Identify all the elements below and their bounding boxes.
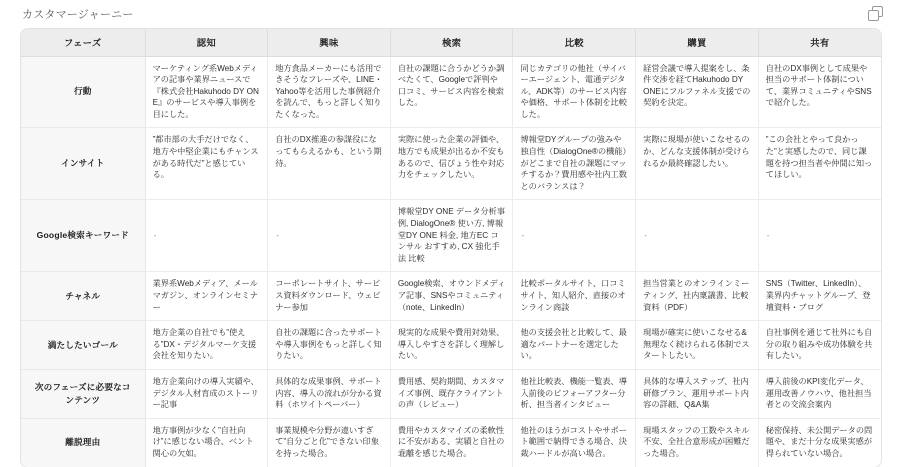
row-header-channel: チャネル	[21, 272, 145, 321]
table-row	[21, 369, 881, 418]
cell-churn-interest: 事業規模や分野が違いすぎて”自分ごと化”できない印象を持った場合。	[268, 418, 391, 466]
cell-churn-share: 秘密保持、未公開データの問題や、まだ十分な成果実感が得られていない場合。	[765, 425, 873, 458]
page-title: カスタマージャーニー	[22, 9, 134, 21]
customer-journey-table-wrapper	[20, 28, 882, 467]
cell-insight-interest: 自社のDX推進の参謀役になってもらえるかも、という期待。	[268, 128, 391, 200]
cell-keywords-comparison: -	[513, 200, 636, 272]
cell-insight-purchase: 実際に現場が使いこなせるのか、どんな支援体制が受けられるか最終確認したい。	[636, 128, 759, 200]
column-header-search: 検索	[390, 29, 513, 56]
cell-churn-search: 費用やカスタマイズの柔軟性に不安がある、実績と自社の乖離を感じた場合。	[390, 418, 513, 466]
column-header-comparison: 比較	[513, 29, 636, 56]
cell-keywords-share: -	[758, 200, 881, 272]
cell-channel-awareness: 業界系Webメディア、メールマガジン、オンラインセミナー	[145, 272, 268, 321]
cell-goal-search: 現実的な成果や費用対効果、導入しやすさを詳しく理解したい。	[390, 321, 513, 370]
cell-content-search: 費用感、契約期間、カスタマイズ事例、既存クライアントの声（レビュー）	[390, 369, 513, 418]
cell-behavior-purchase: 経営会議で導入提案をし、条件交渉を経てHakuhodo DY ONEにフルファネル支援での契約を決定。	[636, 56, 759, 128]
table-row	[21, 56, 881, 128]
table-row	[21, 321, 881, 370]
cell-insight-search: 実際に使った企業の評価や、地方でも成果が出るか不安もあるので、信ぴょう性や対応力をチェックしたい。	[390, 128, 513, 200]
cell-churn-awareness: 地方事例が少なく”自社向け”に感じない場合、ベント関心の欠如。	[145, 418, 268, 466]
column-header-phase: フェーズ	[21, 29, 145, 56]
cell-content-share: 導入前後のKPI変化データ、運用改善ノウハウ、他社担当者との交流会案内	[758, 369, 881, 418]
cell-insight-awareness: ”都市部の大手だけでなく、地方や中堅企業にもチャンスがある時代だ”と感じている。	[145, 128, 268, 200]
customer-journey-table	[21, 29, 881, 467]
cell-keywords-interest: -	[268, 200, 391, 272]
table-header	[21, 29, 881, 56]
cell-behavior-search: 自社の課題に合うかどうか調べたくて、Googleで評判や口コミ、サービス内容を検索した。	[390, 56, 513, 128]
cell-channel-purchase: 担当営業とのオンラインミーティング、社内稟議書、比較資料（PDF）	[636, 272, 759, 321]
row-header-churn-reason: 離脱理由	[21, 418, 145, 466]
cell-goal-purchase: 現場が確実に使いこなせる&無理なく続けられる体制でスタートしたい。	[636, 321, 759, 370]
cell-content-interest: 具体的な成果事例、サポート内容、導入の流れが分かる資料（ホワイトペーパー）	[268, 369, 391, 418]
cell-churn-comparison: 他社のほうがコストやサポート範囲で納得できる場合、決裁ハードルが高い場合。	[513, 418, 636, 466]
row-header-next-phase-content: 次のフェーズに必要なコンテンツ	[21, 369, 145, 418]
cell-churn-purchase: 現場スタッフの工数やスキル不安、全社合意形成が困難だった場合。	[636, 418, 759, 466]
row-header-google-keywords: Google検索キーワード	[21, 200, 145, 272]
cell-insight-share: ”この会社とやって良かった”と実感したので、同じ課題を持つ担当者や仲間に知ってほしい。	[758, 128, 881, 200]
copy-icon[interactable]	[868, 6, 884, 22]
cell-insight-comparison: 博報堂DYグループの強みや独自性（DialogOne®の機能）がどこまで自社の課題にマッチするか？費用感や社内工数とのバランスは？	[513, 128, 636, 200]
cell-channel-share: SNS（Twitter、LinkedIn）、業界内チャットグループ、登壇資料・ブログ	[758, 272, 881, 321]
cell-channel-interest: コーポレートサイト、サービス資料ダウンロード、ウェビナー参加	[268, 272, 391, 321]
row-header-insight: インサイト	[21, 128, 145, 200]
cell-channel-comparison: 比較ポータルサイト、口コミサイト、知人紹介、直接のオンライン商談	[513, 272, 636, 321]
table-row	[21, 128, 881, 200]
cell-content-purchase: 具体的な導入ステップ、社内研修プラン、運用サポート内容の詳細、Q&A集	[636, 369, 759, 418]
cell-goal-interest: 自社の課題に合ったサポートや導入事例をもっと詳しく知りたい。	[268, 321, 391, 370]
page-topbar	[0, 0, 902, 28]
cell-behavior-interest: 地方食品メーカーにも活用できそうなフレーズや、LINE・Yahoo等を活用した事例紹介を読んで、もっと詳しく知りたくなった。	[268, 56, 391, 128]
copy-icon-front-square	[868, 10, 879, 21]
cell-goal-awareness: 地方企業の自社でも”使える”DX・デジタルマーケ支援会社を知りたい。	[145, 321, 268, 370]
table-header-row	[21, 29, 881, 56]
cell-keywords-search: 博報堂DY ONE データ分析事例, DialogOne® 使い方, 博報堂DY ONE 料金, 地方EC コンサル おすすめ, CX 強化手法 比較	[390, 200, 513, 272]
column-header-interest: 興味	[268, 29, 391, 56]
table-row	[21, 418, 881, 466]
cell-keywords-purchase: -	[636, 200, 759, 272]
row-header-behavior: 行動	[21, 56, 145, 128]
table-row	[21, 200, 881, 272]
table-body	[21, 56, 881, 467]
row-header-goal: 満たしたいゴール	[21, 321, 145, 370]
cell-keywords-awareness: -	[145, 200, 268, 272]
column-header-purchase: 購買	[636, 29, 759, 56]
cell-content-comparison: 他社比較表、機能一覧表、導入前後のビフォーアフター分析、担当者インタビュー	[513, 369, 636, 418]
column-header-awareness: 認知	[145, 29, 268, 56]
cell-content-awareness: 地方企業向けの導入実績や、デジタル人材育成のストーリー記事	[145, 369, 268, 418]
cell-behavior-share: 自社のDX事例として成果や担当のサポート体制について、業界コミュニティやSNSで紹介した。	[758, 56, 881, 128]
column-header-share: 共有	[758, 29, 881, 56]
cell-behavior-comparison: 同じカテゴリの他社（サイバーエージェント、電通デジタル、ADK等）のサービス内容や価格、サポート体制を比較した。	[513, 56, 636, 128]
cell-goal-comparison: 他の支援会社と比較して、最適なパートナーを選定したい。	[513, 321, 636, 370]
cell-goal-share: 自社事例を通じて社外にも自分の取り組みや成功体験を共有したい。	[758, 321, 881, 370]
cell-behavior-awareness: マーケティング系Webメディアの記事や業界ニュースで『株式会社Hakuhodo DY ONE』のサービスや導入事例を目にした。	[145, 56, 268, 128]
cell-channel-search: Google検索、オウンドメディア記事、SNSやコミュニティ（note、LinkedIn）	[390, 272, 513, 321]
table-row	[21, 272, 881, 321]
